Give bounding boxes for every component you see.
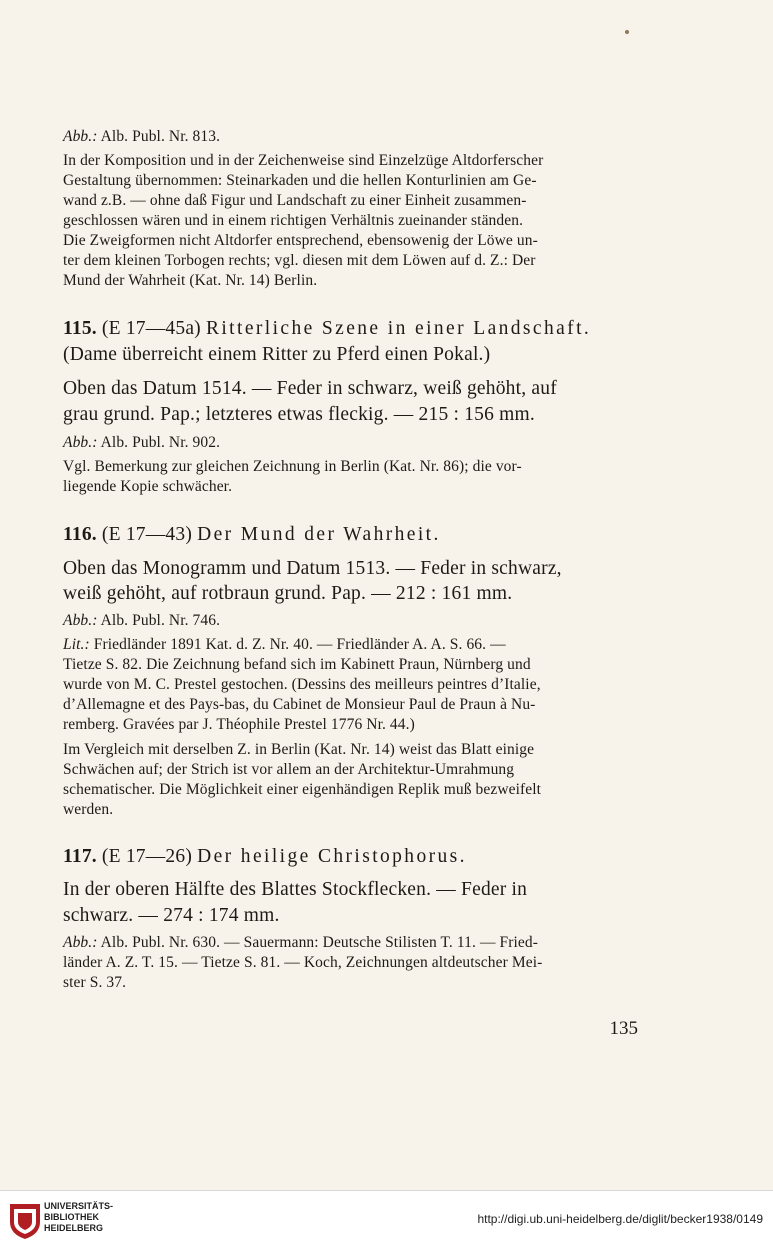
entry-116-lit-line: remberg. Gravées par J. Théophile Prestel 1776 Nr. 44.) xyxy=(63,716,415,733)
entry-117-description: schwarz. — 274 : 174 mm. xyxy=(63,905,280,926)
text-line: geschlossen wären und in einem richtigen Verhältnis zueinander ständen. xyxy=(63,212,524,229)
library-name: UNIVERSITÄTS- BIBLIOTHEK HEIDELBERG xyxy=(44,1201,114,1233)
entry-117-abb-line: ster S. 37. xyxy=(63,974,127,991)
text-line: Gestaltung übernommen: Steinarkaden und die hellen Konturlinien am Ge- xyxy=(63,172,537,189)
source-url-link[interactable]: http://digi.ub.uni-heidelberg.de/diglit/becker1938/0149 xyxy=(477,1212,763,1226)
entry-116-note: werden. xyxy=(63,801,114,818)
entry-116-description: weiß gehöht, auf rotbraun grund. Pap. — 212 : 161 mm. xyxy=(63,583,513,604)
text-line: ter dem kleinen Torbogen rechts; vgl. diesen mit dem Löwen auf d. Z.: Der xyxy=(63,252,536,269)
entry-116-lit-line: wurde von M. C. Prestel gestochen. (Dessins des meilleurs peintres d’Italie, xyxy=(63,676,541,693)
entry-116-heading: 116. (E 17—43) Der Mund der Wahrheit. xyxy=(63,524,441,545)
entry-115-abb: Abb.: Alb. Publ. Nr. 902. xyxy=(63,434,221,451)
heidelberg-library-logo-icon xyxy=(8,1200,42,1240)
entry-117-abb-line: länder A. Z. T. 15. — Tietze S. 81. — Koch, Zeichnungen altdeutscher Mei- xyxy=(63,954,543,971)
entry-115-note: liegende Kopie schwächer. xyxy=(63,478,233,495)
entry-117-abb: Abb.: Alb. Publ. Nr. 630. — Sauermann: Deutsche Stilisten T. 11. — Fried- xyxy=(63,934,538,951)
entry-116-lit-line: d’Allemagne et des Pays-bas, du Cabinet de Monsieur Paul de Praun à Nu- xyxy=(63,696,536,713)
page-number: 135 xyxy=(609,1018,638,1039)
entry-116-note: Im Vergleich mit derselben Z. in Berlin (Kat. Nr. 14) weist das Blatt einige xyxy=(63,741,535,758)
entry-117-description: In der oberen Hälfte des Blattes Stockflecken. — Feder in xyxy=(63,879,528,900)
digitization-footer xyxy=(0,1190,773,1248)
entry-116-note: schematischer. Die Möglichkeit einer eigenhändigen Replik muß bezweifelt xyxy=(63,781,542,798)
entry-115-subtitle: (Dame überreicht einem Ritter zu Pferd einen Pokal.) xyxy=(63,344,491,365)
entry-116-lit: Lit.: Friedländer 1891 Kat. d. Z. Nr. 40. — Friedländer A. A. S. 66. — xyxy=(63,636,506,653)
abb-line-813: Abb.: Alb. Publ. Nr. 813. xyxy=(63,128,221,145)
entry-117-heading: 117. (E 17—26) Der heilige Christophorus. xyxy=(63,846,467,867)
text-line: wand z.B. — ohne daß Figur und Landschaft zu einer Einheit zusammen- xyxy=(63,192,527,209)
entry-115-heading: 115. (E 17—45a) Ritterliche Szene in einer Landschaft. xyxy=(63,318,592,339)
entry-115-description: Oben das Datum 1514. — Feder in schwarz, weiß gehöht, auf xyxy=(63,378,557,399)
entry-115-description: grau grund. Pap.; letzteres etwas fleckig. — 215 : 156 mm. xyxy=(63,404,535,425)
entry-115-note: Vgl. Bemerkung zur gleichen Zeichnung in Berlin (Kat. Nr. 86); die vor- xyxy=(63,458,522,475)
text-line: Die Zweigformen nicht Altdorfer entsprechend, ebensowenig der Löwe un- xyxy=(63,232,538,249)
text-line: In der Komposition und in der Zeichenweise sind Einzelzüge Altdorferscher xyxy=(63,152,544,169)
text-line: Mund der Wahrheit (Kat. Nr. 14) Berlin. xyxy=(63,272,318,289)
paper-speck xyxy=(625,30,629,34)
entry-116-abb: Abb.: Alb. Publ. Nr. 746. xyxy=(63,612,221,629)
entry-116-note: Schwächen auf; der Strich ist vor allem an der Architektur-Umrahmung xyxy=(63,761,515,778)
entry-116-description: Oben das Monogramm und Datum 1513. — Feder in schwarz, xyxy=(63,558,562,579)
entry-116-lit-line: Tietze S. 82. Die Zeichnung befand sich im Kabinett Praun, Nürnberg und xyxy=(63,656,531,673)
